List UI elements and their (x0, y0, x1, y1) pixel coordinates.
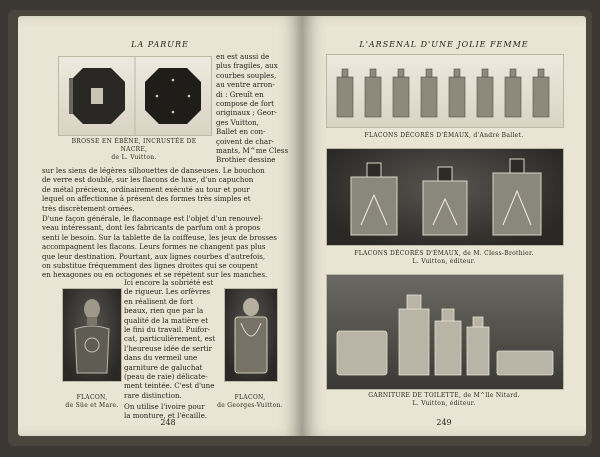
flacon-sue-mare-photo (62, 288, 122, 382)
plate-3-photo (326, 274, 564, 390)
plate-1-caption: FLACONS DÉCORÉS D'ÉMAUX, d'André Ballet. (364, 132, 524, 139)
plate-1-photo (326, 54, 564, 128)
flacon-illustration (63, 289, 121, 381)
brush-caption: BROSSE EN ÉBÈNE, INCRUSTÉE DE NACRE, de L. Vuitton. (71, 138, 197, 161)
paragraph-2: D'une façon générale, le flaconnage est l'objet d'un renouvel- veau intéressant, dont les fabricants de parfum ont à propos senti le besoin. Sur la tablette de la coiffeuse, les jeux de brosses accompagnent les flacons. Leurs formes ne changent pas plus que leur destination. Pourtant, aux lignes courbes d'autrefois, on substitue fréquemment des lignes droites qui se coupent en hexagones ou en octogones et se répètent sur les manches. (42, 214, 277, 280)
toilet-set-illustration (327, 275, 563, 389)
left-page (18, 16, 302, 436)
flacon-sue-mare-caption: FLACON, de Süe et Mare. (65, 394, 119, 409)
page-number-right: 249 (436, 418, 452, 427)
plate-3-caption: GARNITURE DE TOILETTE, de M^lle Nitard. L. Vuitton, éditeur. (368, 392, 520, 407)
page-number-left: 248 (160, 418, 176, 427)
flacon-vuitton-caption: FLACON, de Georges-Vuitton. (217, 394, 283, 409)
running-head-right: L'ARSENAL D'UNE JOLIE FEMME (359, 40, 529, 49)
text-column-right: en est aussi de plus fragiles, aux courbes souples, au ventre arron- di : Greuît en compose de fort originaux ; Geor- ges Vuitton, Ballet en con- çoivent de char- mants, M^me Cless Brothier dessine (216, 52, 289, 165)
paragraph-center: Ici encore la sobriété est de rigueur. Les orfèvres en réalisent de fort beaux, rien que par la qualité de la matière et le fini du travail. Puifor- cat, particulièrement, est l'heureuse idée de sertir dans du vermeil une garniture de galuchat (peau de raie) délicate- ment teintée. C'est d'une rare distinction. (124, 278, 216, 400)
brush-photo (58, 56, 212, 136)
plate-2-caption: FLACONS DÉCORÉS D'ÉMAUX, de M. Cless-Brothier. L. Vuitton, éditeur. (354, 250, 534, 265)
brush-illustration (59, 57, 211, 135)
plate-2-photo (326, 148, 564, 246)
running-head-left: LA PARURE (131, 40, 189, 49)
flacon-vuitton-photo (224, 288, 278, 382)
flacons-row-illustration (327, 55, 563, 127)
paragraph-center-last: On utilise l'ivoire pour la monture, et l'écaille. (124, 402, 208, 421)
flacon-illustration (225, 289, 277, 381)
decorated-flacons-illustration (327, 149, 563, 245)
right-page (302, 16, 586, 436)
paragraph-1: sur les siens de légères silhouettes de danseuses. Le bouchon de verre est doublé, sur les flacons de luxe, d'un capuchon de métal précieux, ordinairement exécuté au tour et pour lequel on affectionne à présent des formes très simples et très discrètement ornées. (42, 166, 265, 213)
